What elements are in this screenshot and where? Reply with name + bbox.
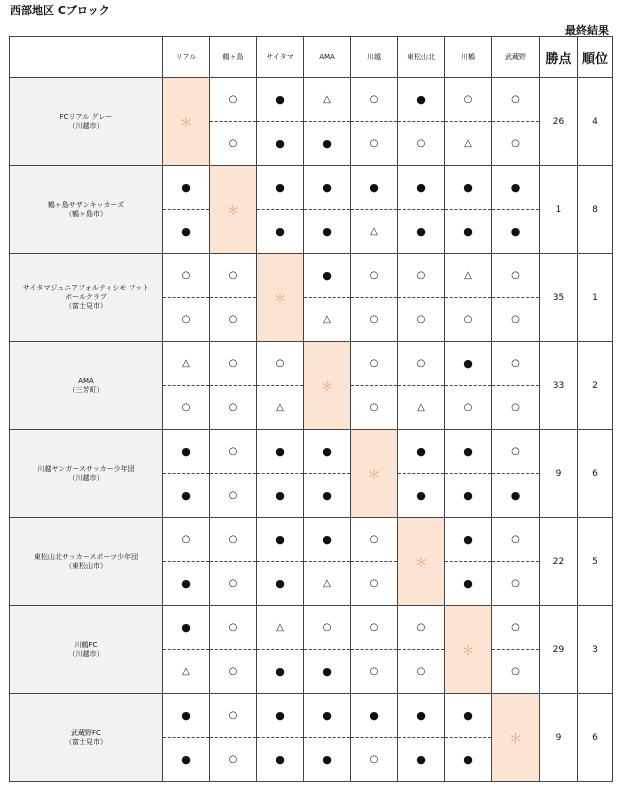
draw-mark: △	[323, 313, 331, 325]
result-cell	[257, 430, 304, 474]
result-cell	[398, 210, 445, 254]
column-header: リアル	[163, 37, 210, 78]
result-cell	[351, 386, 398, 430]
team-city: （三芳町）	[68, 385, 104, 394]
result-cell	[351, 298, 398, 342]
header-row	[10, 37, 613, 78]
result-cell	[492, 430, 540, 474]
loss-mark: ●	[463, 752, 473, 766]
win-mark: ○	[511, 401, 520, 413]
self-match-cell: ＊	[210, 166, 257, 254]
result-cell	[304, 298, 351, 342]
win-mark: ○	[416, 665, 426, 677]
result-cell	[398, 650, 445, 694]
team-name-cell	[10, 342, 163, 430]
result-cell	[351, 518, 398, 562]
result-cell	[398, 298, 445, 342]
result-cell	[445, 254, 492, 298]
team-city: （川越市）	[68, 649, 104, 658]
result-cell	[492, 386, 540, 430]
loss-mark: ●	[181, 708, 191, 722]
result-cell	[304, 738, 351, 782]
win-mark: ○	[463, 93, 473, 105]
loss-mark: ●	[322, 752, 332, 766]
result-cell	[304, 166, 351, 210]
result-cell	[210, 298, 257, 342]
result-cell	[257, 738, 304, 782]
win-mark: ○	[511, 357, 520, 369]
result-cell	[163, 298, 210, 342]
result-cell	[398, 122, 445, 166]
win-mark: ○	[228, 269, 238, 281]
team-name-cell	[10, 254, 163, 342]
result-cell	[163, 430, 210, 474]
result-cell	[445, 738, 492, 782]
loss-mark: ●	[322, 532, 332, 546]
result-cell	[257, 518, 304, 562]
loss-mark: ●	[181, 180, 191, 194]
result-cell	[257, 474, 304, 518]
loss-mark: ●	[416, 180, 426, 194]
points-cell: 26	[540, 78, 578, 166]
rank-header: 順位	[578, 37, 613, 78]
result-cell	[398, 606, 445, 650]
loss-mark: ●	[275, 664, 285, 678]
result-cell	[163, 210, 210, 254]
win-mark: ○	[369, 269, 379, 281]
win-mark: ○	[511, 269, 520, 281]
win-mark: ○	[511, 445, 520, 457]
draw-mark: △	[417, 401, 425, 413]
win-mark: ○	[181, 533, 191, 545]
loss-mark: ●	[181, 444, 191, 458]
win-mark: ○	[228, 313, 238, 325]
team-name: 東松山北サッカースポーツ少年団	[33, 552, 139, 561]
rank-cell: 8	[578, 166, 613, 254]
result-cell	[351, 210, 398, 254]
loss-mark: ●	[275, 180, 285, 194]
result-cell	[163, 386, 210, 430]
result-cell	[398, 474, 445, 518]
final-result-label: 最終結果	[565, 24, 609, 37]
result-cell	[304, 122, 351, 166]
column-header: 武蔵野	[492, 37, 540, 78]
result-cell	[210, 606, 257, 650]
result-cell	[351, 738, 398, 782]
loss-mark: ●	[369, 180, 379, 194]
win-mark: ○	[228, 753, 238, 765]
win-mark: ○	[511, 93, 520, 105]
result-cell	[257, 386, 304, 430]
column-header: 川越	[351, 37, 398, 78]
result-cell	[445, 474, 492, 518]
points-cell: 9	[540, 430, 578, 518]
result-cell	[304, 562, 351, 606]
win-mark: ○	[322, 621, 332, 633]
result-cell	[304, 430, 351, 474]
column-header: サイタマ	[257, 37, 304, 78]
points-cell: 1	[540, 166, 578, 254]
result-cell	[210, 386, 257, 430]
win-mark: ○	[369, 357, 379, 369]
result-cell	[492, 298, 540, 342]
result-cell	[163, 166, 210, 210]
result-cell	[445, 562, 492, 606]
win-mark: ○	[416, 269, 426, 281]
loss-mark: ●	[181, 576, 191, 590]
loss-mark: ●	[416, 92, 426, 106]
team-row-first	[10, 694, 613, 738]
win-mark: ○	[181, 269, 191, 281]
win-mark: ○	[228, 445, 238, 457]
draw-mark: △	[276, 401, 284, 413]
points-header: 勝点	[540, 37, 578, 78]
result-cell	[163, 518, 210, 562]
win-mark: ○	[416, 357, 426, 369]
result-cell	[163, 694, 210, 738]
result-cell	[210, 650, 257, 694]
result-cell	[398, 694, 445, 738]
team-name-cell	[10, 606, 163, 694]
loss-mark: ●	[416, 224, 426, 238]
win-mark: ○	[463, 313, 473, 325]
result-cell	[492, 342, 540, 386]
result-cell	[257, 166, 304, 210]
draw-mark: △	[323, 577, 331, 589]
draw-mark: △	[276, 621, 284, 633]
win-mark: ○	[511, 313, 520, 325]
result-cell	[445, 518, 492, 562]
result-cell	[163, 342, 210, 386]
result-cell	[445, 166, 492, 210]
result-cell	[445, 210, 492, 254]
result-cell	[210, 738, 257, 782]
result-cell	[163, 738, 210, 782]
win-mark: ○	[511, 621, 520, 633]
win-mark: ○	[228, 621, 238, 633]
result-cell	[257, 210, 304, 254]
result-cell	[210, 430, 257, 474]
loss-mark: ●	[510, 224, 521, 238]
result-cell	[398, 78, 445, 122]
team-city: （富士見市）	[65, 737, 107, 746]
team-name-cell	[10, 78, 163, 166]
result-cell	[304, 694, 351, 738]
self-match-cell: ＊	[163, 78, 210, 166]
win-mark: ○	[463, 401, 473, 413]
loss-mark: ●	[275, 224, 285, 238]
loss-mark: ●	[416, 444, 426, 458]
loss-mark: ●	[322, 224, 332, 238]
result-cell	[210, 342, 257, 386]
result-cell	[351, 122, 398, 166]
points-cell: 35	[540, 254, 578, 342]
loss-mark: ●	[463, 356, 473, 370]
team-name: 川鶴FC	[74, 640, 98, 649]
loss-mark: ●	[275, 136, 285, 150]
result-cell	[257, 694, 304, 738]
team-name: 武蔵野FC	[71, 728, 101, 737]
loss-mark: ●	[181, 224, 191, 238]
result-cell	[351, 166, 398, 210]
loss-mark: ●	[510, 488, 521, 502]
result-cell	[492, 78, 540, 122]
win-mark: ○	[369, 313, 379, 325]
team-row-first	[10, 254, 613, 298]
result-cell	[210, 254, 257, 298]
draw-mark: △	[323, 93, 331, 105]
result-cell	[351, 78, 398, 122]
points-cell: 9	[540, 694, 578, 782]
result-cell	[492, 518, 540, 562]
result-cell	[351, 650, 398, 694]
result-cell	[257, 650, 304, 694]
result-cell	[210, 694, 257, 738]
result-cell	[445, 122, 492, 166]
win-mark: ○	[511, 665, 520, 677]
loss-mark: ●	[275, 708, 285, 722]
win-mark: ○	[181, 401, 191, 413]
result-cell	[163, 650, 210, 694]
win-mark: ○	[181, 313, 191, 325]
win-mark: ○	[369, 753, 379, 765]
result-cell	[492, 210, 540, 254]
loss-mark: ●	[181, 488, 191, 502]
team-name-cell	[10, 694, 163, 782]
loss-mark: ●	[322, 268, 332, 282]
column-header: AMA	[304, 37, 351, 78]
result-cell	[351, 694, 398, 738]
points-cell: 29	[540, 606, 578, 694]
loss-mark: ●	[275, 488, 285, 502]
result-cell	[492, 606, 540, 650]
win-mark: ○	[416, 313, 426, 325]
result-cell	[492, 254, 540, 298]
self-match-cell: ＊	[351, 430, 398, 518]
loss-mark: ●	[275, 532, 285, 546]
rank-cell: 5	[578, 518, 613, 606]
self-match-cell: ＊	[398, 518, 445, 606]
result-cell	[304, 606, 351, 650]
win-mark: ○	[369, 577, 379, 589]
win-mark: ○	[511, 137, 520, 149]
win-mark: ○	[511, 577, 520, 589]
results-table	[9, 36, 613, 782]
result-cell	[398, 342, 445, 386]
team-row-first	[10, 166, 613, 210]
result-cell	[210, 518, 257, 562]
self-match-cell: ＊	[445, 606, 492, 694]
win-mark: ○	[228, 137, 238, 149]
loss-mark: ●	[463, 488, 473, 502]
result-cell	[398, 254, 445, 298]
loss-mark: ●	[275, 576, 285, 590]
team-name: 川越ヤンガースサッカー少年団	[37, 464, 135, 473]
self-match-cell: ＊	[257, 254, 304, 342]
result-cell	[304, 210, 351, 254]
result-cell	[210, 78, 257, 122]
result-cell	[257, 606, 304, 650]
result-cell	[398, 430, 445, 474]
result-cell	[398, 166, 445, 210]
loss-mark: ●	[463, 444, 473, 458]
win-mark: ○	[511, 533, 520, 545]
win-mark: ○	[228, 577, 238, 589]
result-cell	[492, 122, 540, 166]
result-cell	[210, 474, 257, 518]
team-row-first	[10, 342, 613, 386]
team-row-first	[10, 78, 613, 122]
result-cell	[304, 254, 351, 298]
team-name-cell	[10, 430, 163, 518]
win-mark: ○	[228, 489, 238, 501]
team-name-cell	[10, 518, 163, 606]
team-row-first	[10, 606, 613, 650]
rank-cell: 6	[578, 694, 613, 782]
team-row-first	[10, 430, 613, 474]
team-row-first	[10, 518, 613, 562]
result-cell	[257, 122, 304, 166]
result-cell	[210, 122, 257, 166]
result-cell	[304, 474, 351, 518]
team-city: （富士見市）	[65, 302, 107, 310]
team-name: AMA	[78, 376, 94, 385]
loss-mark: ●	[416, 708, 426, 722]
result-cell	[398, 738, 445, 782]
win-mark: ○	[369, 401, 379, 413]
loss-mark: ●	[463, 532, 473, 546]
column-header: 鶴ヶ島	[210, 37, 257, 78]
draw-mark: △	[370, 225, 378, 237]
draw-mark: △	[464, 269, 472, 281]
win-mark: ○	[228, 665, 238, 677]
rank-cell: 4	[578, 78, 613, 166]
team-name: サイタマジュニアフォルティシモ フットボールクラブ	[22, 284, 150, 301]
result-cell	[445, 342, 492, 386]
draw-mark: △	[182, 665, 190, 677]
win-mark: ○	[369, 621, 379, 633]
result-cell	[351, 562, 398, 606]
loss-mark: ●	[463, 708, 473, 722]
result-cell	[257, 342, 304, 386]
team-name: FCリアル グレー	[59, 112, 113, 121]
result-cell	[445, 298, 492, 342]
win-mark: ○	[228, 533, 238, 545]
result-cell	[492, 650, 540, 694]
header-corner	[10, 37, 163, 78]
win-mark: ○	[416, 137, 426, 149]
loss-mark: ●	[275, 92, 285, 106]
result-cell	[492, 562, 540, 606]
loss-mark: ●	[275, 752, 285, 766]
result-cell	[257, 562, 304, 606]
loss-mark: ●	[463, 576, 473, 590]
loss-mark: ●	[463, 180, 473, 194]
points-cell: 33	[540, 342, 578, 430]
points-cell: 22	[540, 518, 578, 606]
win-mark: ○	[369, 533, 379, 545]
loss-mark: ●	[416, 488, 426, 502]
win-mark: ○	[369, 93, 379, 105]
win-mark: ○	[228, 709, 238, 721]
result-cell	[163, 606, 210, 650]
win-mark: ○	[228, 357, 238, 369]
team-city: （東松山市）	[65, 561, 107, 570]
result-cell	[163, 254, 210, 298]
loss-mark: ●	[181, 620, 191, 634]
loss-mark: ●	[322, 180, 332, 194]
rank-cell: 6	[578, 430, 613, 518]
result-cell	[304, 518, 351, 562]
team-city: （川越市）	[68, 121, 104, 130]
page-title: 西部地区 Cブロック	[10, 4, 110, 17]
result-cell	[351, 254, 398, 298]
win-mark: ○	[275, 357, 285, 369]
team-name: 鶴ヶ島サザンキッカーズ	[47, 200, 125, 209]
result-cell	[163, 474, 210, 518]
win-mark: ○	[228, 93, 238, 105]
loss-mark: ●	[322, 488, 332, 502]
win-mark: ○	[369, 665, 379, 677]
result-cell	[304, 650, 351, 694]
result-cell	[492, 474, 540, 518]
column-header: 東松山北	[398, 37, 445, 78]
result-cell	[445, 430, 492, 474]
team-name-cell	[10, 166, 163, 254]
result-cell	[163, 562, 210, 606]
loss-mark: ●	[322, 136, 332, 150]
loss-mark: ●	[463, 224, 473, 238]
rank-cell: 3	[578, 606, 613, 694]
win-mark: ○	[369, 137, 379, 149]
rank-cell: 2	[578, 342, 613, 430]
loss-mark: ●	[322, 708, 332, 722]
loss-mark: ●	[510, 180, 521, 194]
result-cell	[445, 386, 492, 430]
result-cell	[398, 386, 445, 430]
result-cell	[445, 78, 492, 122]
win-mark: ○	[228, 401, 238, 413]
loss-mark: ●	[275, 444, 285, 458]
win-mark: ○	[416, 621, 426, 633]
result-cell	[257, 78, 304, 122]
column-header: 川鶴	[445, 37, 492, 78]
team-city: （鶴ヶ島市）	[65, 209, 107, 218]
loss-mark: ●	[322, 664, 332, 678]
self-match-cell: ＊	[492, 694, 540, 782]
team-city: （川越市）	[68, 473, 104, 482]
result-cell	[304, 78, 351, 122]
draw-mark: △	[464, 137, 472, 149]
result-cell	[210, 562, 257, 606]
result-cell	[492, 166, 540, 210]
self-match-cell: ＊	[304, 342, 351, 430]
rank-cell: 1	[578, 254, 613, 342]
result-cell	[445, 694, 492, 738]
result-cell	[351, 606, 398, 650]
loss-mark: ●	[322, 444, 332, 458]
loss-mark: ●	[369, 708, 379, 722]
draw-mark: △	[182, 357, 190, 369]
loss-mark: ●	[181, 752, 191, 766]
result-cell	[351, 342, 398, 386]
loss-mark: ●	[416, 752, 426, 766]
